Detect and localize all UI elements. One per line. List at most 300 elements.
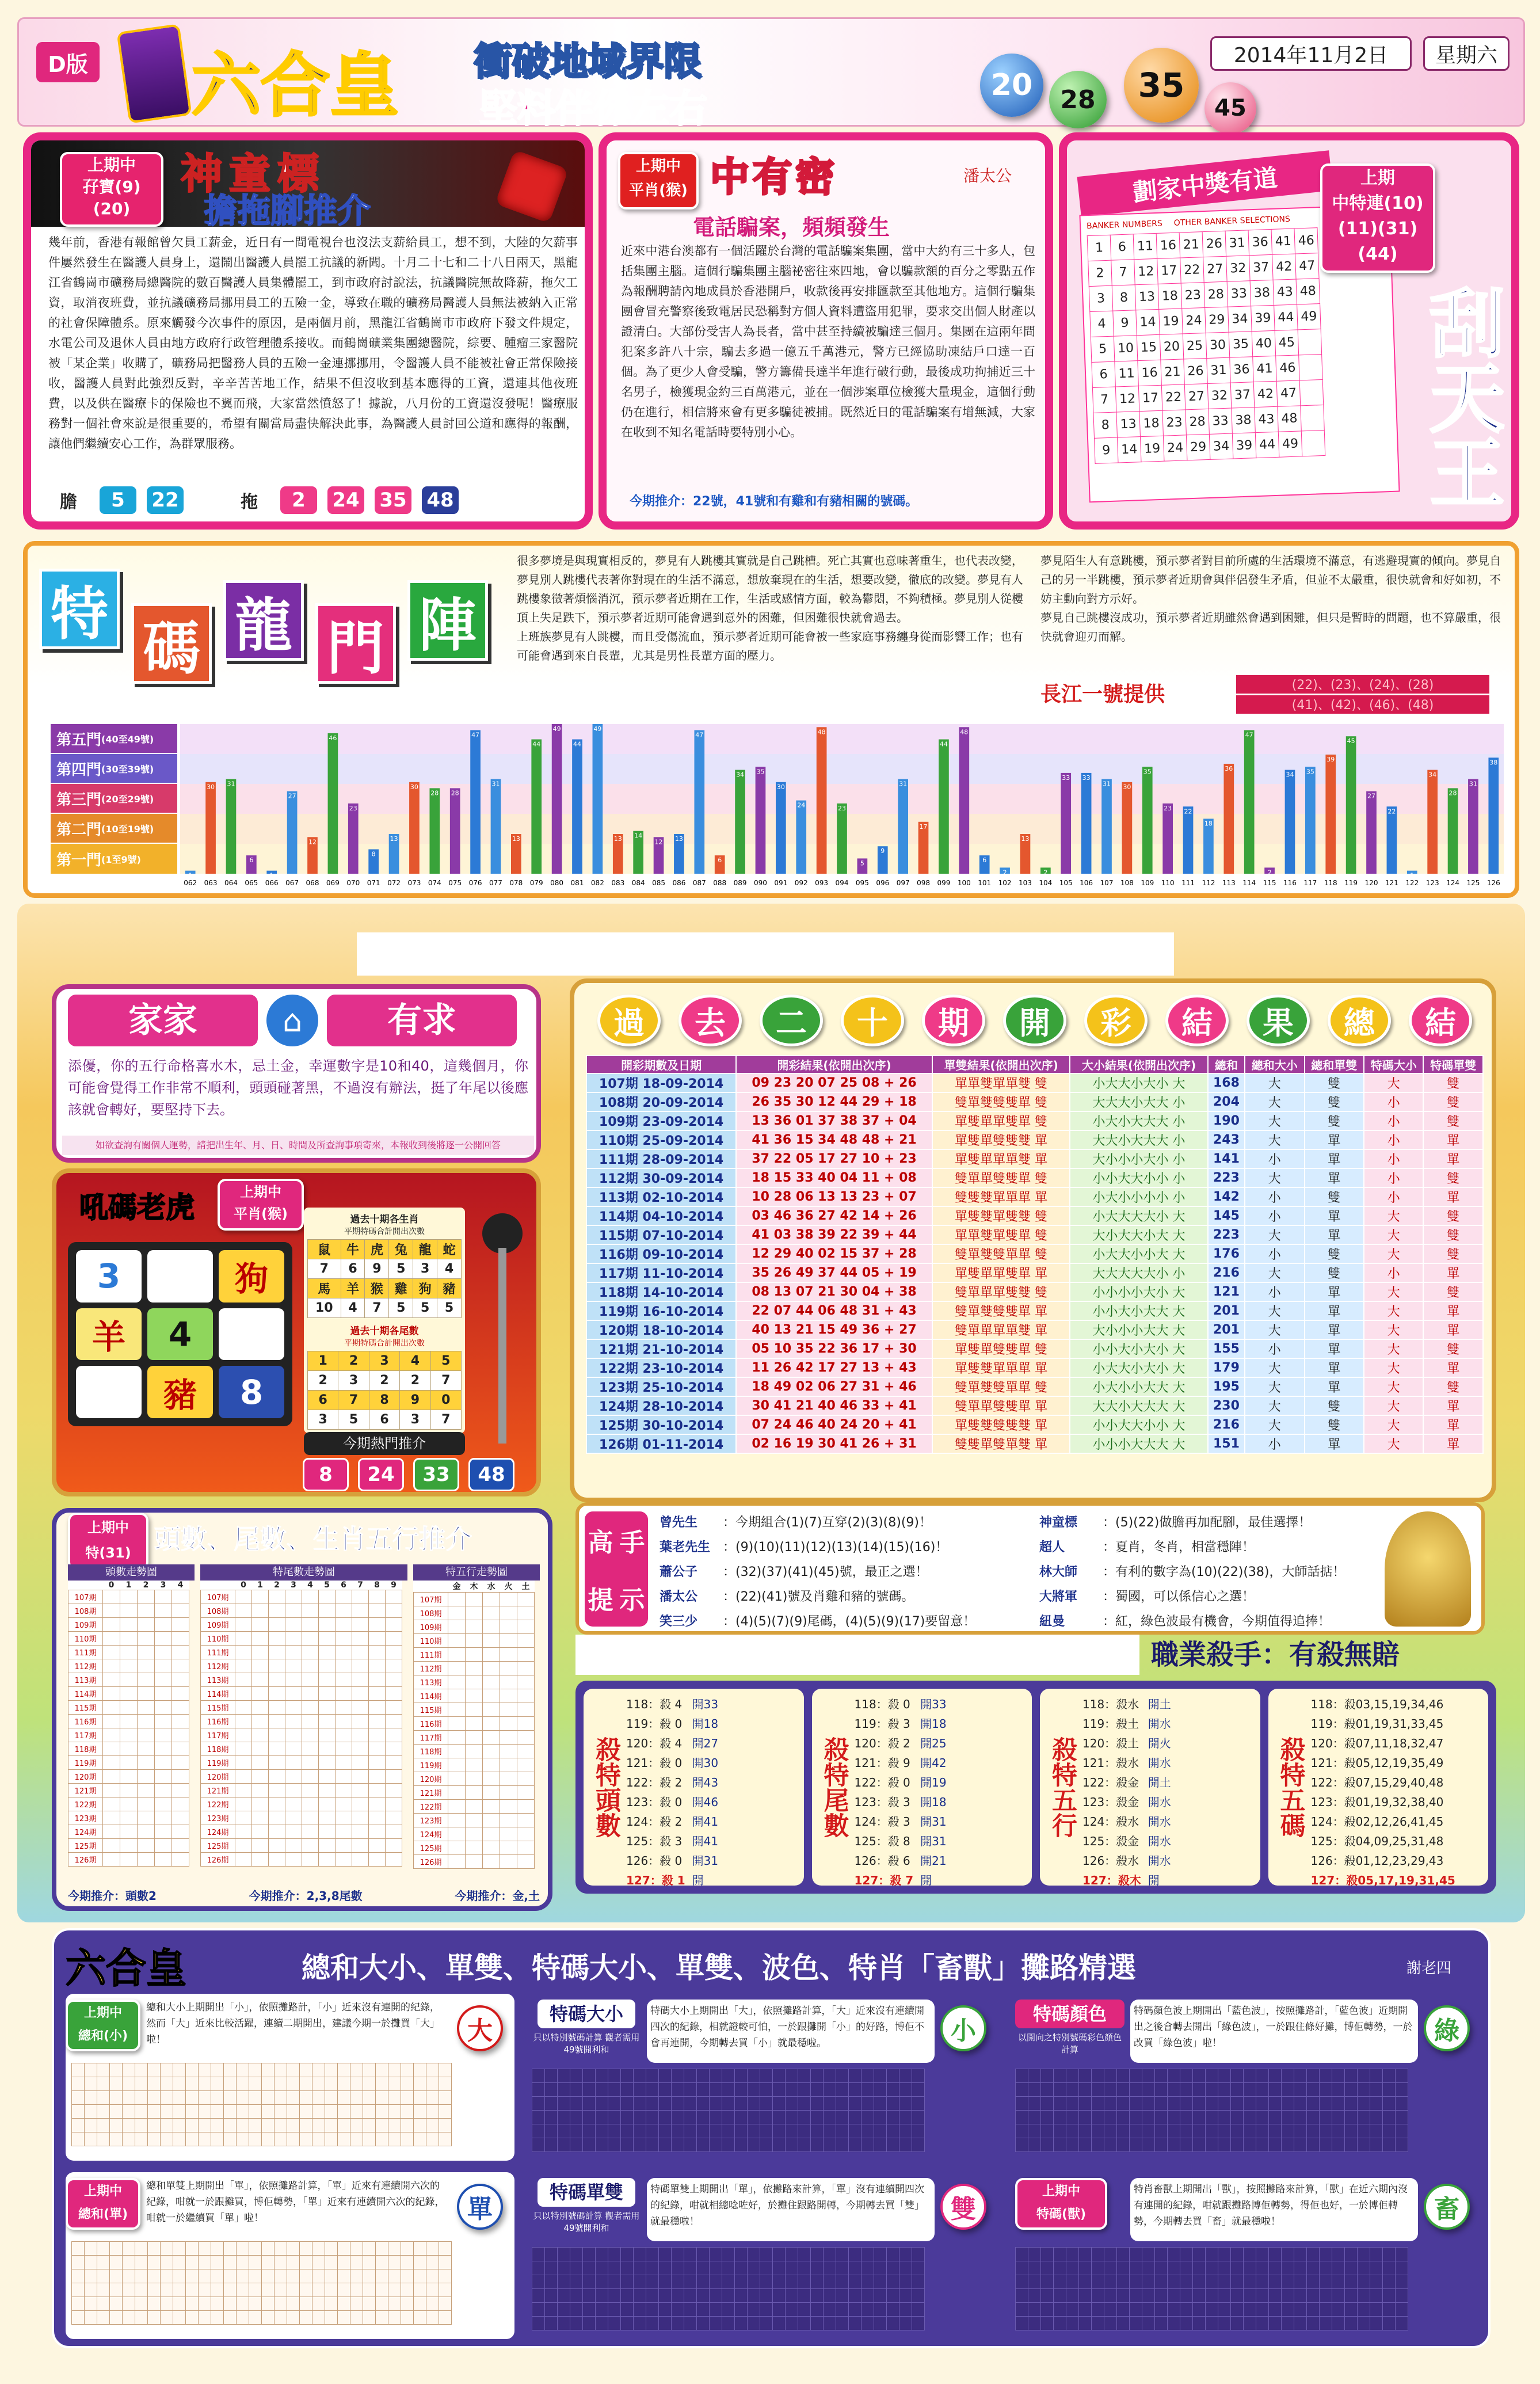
grid-cell xyxy=(103,1590,120,1604)
bottom-grid-cell xyxy=(672,2261,684,2275)
bottom-grid-cell xyxy=(199,2132,211,2146)
grid-cell xyxy=(319,1853,336,1867)
gate-bar-value: 39 xyxy=(1326,756,1335,764)
bottom-grid-cell xyxy=(1383,2069,1396,2083)
gate-bar-value: 48 xyxy=(960,728,969,736)
grid-row xyxy=(414,1855,535,1869)
bottom-grid-cell xyxy=(1294,2261,1307,2275)
result-big-small: 大小大大小大 大 xyxy=(1070,1225,1207,1244)
ticket-cell: 37 xyxy=(1249,254,1274,280)
bottom-grid-cell xyxy=(532,2124,545,2138)
bottom-grid-cell xyxy=(224,2283,237,2297)
bottom-grid-cell xyxy=(760,2124,773,2138)
bottom-grid-cell xyxy=(97,2119,110,2132)
bottom-grid-cell xyxy=(1244,2083,1256,2097)
grid-period: 110期 xyxy=(201,1632,235,1646)
tail-cell: 4 xyxy=(400,1351,430,1371)
grid-col-header: 0 xyxy=(103,1581,120,1590)
result-special-odd: 雙 xyxy=(1423,1111,1483,1130)
killer-kill: 124：殺 3 xyxy=(854,1814,910,1829)
bottom-grid-cell xyxy=(110,2256,123,2269)
bottom-grid-cell xyxy=(1206,2083,1218,2097)
bottom-grid-cell xyxy=(811,2289,824,2303)
ticket-cell xyxy=(1299,379,1324,405)
bottom-grid-cell xyxy=(659,2289,672,2303)
grid-cell xyxy=(285,1701,302,1715)
bottom-grid-cell xyxy=(1130,2097,1142,2111)
bottom-grid-cell xyxy=(621,2289,634,2303)
ticket-cell: 43 xyxy=(1255,406,1279,432)
bottom-grid-cell xyxy=(1142,2261,1155,2275)
bottom-grid-cell xyxy=(1358,2083,1370,2097)
grid-cell xyxy=(517,1855,535,1869)
bottom-grid-cell xyxy=(558,2083,570,2097)
killer-kill: 124：殺水 xyxy=(1082,1814,1139,1829)
grid-row xyxy=(414,1841,535,1855)
grid-col-header: 金 xyxy=(448,1581,466,1593)
bottom-grid-cell xyxy=(836,2138,849,2152)
special-color-sub: 以開向之特別號碼彩色顏色計算 xyxy=(1017,2032,1122,2055)
blank-strip xyxy=(357,932,1174,976)
bottom-grid-cell xyxy=(583,2069,596,2083)
bottom-grid-cell xyxy=(173,2297,186,2311)
header-band xyxy=(17,17,1525,131)
bottom-grid-cell xyxy=(1117,2124,1130,2138)
grid-cell xyxy=(369,1618,386,1632)
bottom-grid-cell xyxy=(312,2063,325,2077)
results-row xyxy=(586,1301,1483,1320)
bottom-grid-cell xyxy=(608,2303,621,2317)
grid-cell xyxy=(235,1646,252,1659)
grid-row xyxy=(201,1811,402,1825)
grid-period: 123期 xyxy=(201,1811,235,1825)
result-special-size: 大 xyxy=(1364,1396,1423,1415)
grid-cell xyxy=(448,1703,466,1717)
grid-cell xyxy=(172,1659,189,1673)
bottom-grid-cell xyxy=(1206,2303,1218,2317)
grid-cell xyxy=(352,1701,369,1715)
killer-kill: 119：殺01,19,31,33,45 xyxy=(1310,1716,1444,1731)
bottom-grid-cell xyxy=(1282,2317,1294,2330)
result-period: 111期 28-09-2014 xyxy=(586,1149,736,1168)
grid-cell xyxy=(319,1618,336,1632)
master-name: 超人 xyxy=(1039,1540,1065,1555)
grid-cell xyxy=(352,1853,369,1867)
ticket-header: BANKER NUMBERS OTHER BANKER SELECTIONS xyxy=(1086,214,1291,231)
bottom-grid-cell xyxy=(1066,2097,1079,2111)
bottom-grid-cell xyxy=(1142,2317,1155,2330)
bottom-grid-cell xyxy=(608,2289,621,2303)
bottom-grid-cell xyxy=(1358,2248,1370,2261)
gate-bar xyxy=(1325,755,1336,874)
ticket-cell: 36 xyxy=(1230,357,1254,383)
grid-row xyxy=(68,1715,189,1728)
bottom-grid-cell xyxy=(1332,2138,1345,2152)
bottom-grid-cell xyxy=(401,2105,414,2119)
tail-cell: 3 xyxy=(308,1410,338,1430)
killer-kill: 119：殺土 xyxy=(1082,1716,1139,1731)
bottom-grid-cell xyxy=(300,2283,312,2297)
bottom-grid-cell xyxy=(85,2119,97,2132)
bottom-grid-cell xyxy=(161,2132,173,2146)
grid-cell xyxy=(172,1742,189,1756)
special-animal-ball: 畜 xyxy=(1424,2184,1470,2230)
grid-cell xyxy=(155,1728,172,1742)
zodiac-row xyxy=(308,1259,462,1279)
bottom-grid-cell xyxy=(1206,2097,1218,2111)
result-numbers: 05 10 35 22 36 17 + 30 xyxy=(736,1339,932,1358)
bottom-grid-cell xyxy=(262,2132,275,2146)
bottom-grid-row xyxy=(1016,2261,1408,2275)
killer-row xyxy=(1079,1772,1175,1791)
bottom-grid-cell xyxy=(748,2261,760,2275)
bottom-grid-cell xyxy=(760,2303,773,2317)
grid-cell xyxy=(120,1632,138,1646)
result-odd-even: 雙雙雙單單單 單 xyxy=(932,1187,1070,1206)
bottom-grid-cell xyxy=(1307,2083,1320,2097)
bottom-grid-cell xyxy=(401,2283,414,2297)
bottom-grid-cell xyxy=(862,2275,874,2289)
bottom-grid-cell xyxy=(697,2275,710,2289)
killer-kill: 126：殺 0 xyxy=(626,1853,683,1868)
gate-bar xyxy=(552,724,562,874)
bottom-grid-cell xyxy=(363,2063,376,2077)
bottom-title: 總和大小、單雙、特碼大小、單雙、波色、特肖「畜獸」攤路精選 xyxy=(302,1951,1136,1985)
grid-period: 108期 xyxy=(414,1606,448,1620)
bottom-grid-cell xyxy=(646,2303,659,2317)
result-period: 119期 16-10-2014 xyxy=(586,1301,736,1320)
bottom-grid-cell xyxy=(350,2063,363,2077)
bottom-grid-cell xyxy=(350,2269,363,2283)
bottom-grid-cell xyxy=(1066,2248,1079,2261)
grid-cell xyxy=(235,1687,252,1701)
gate-bar-value: 13 xyxy=(390,835,398,843)
bottom-grid-cell xyxy=(186,2242,199,2256)
bottom-grid-cell xyxy=(426,2105,439,2119)
bottom-grid-cell xyxy=(1117,2303,1130,2317)
tiger-title: 吼碼老虎 xyxy=(79,1191,195,1224)
grid-col-header: 1 xyxy=(252,1581,269,1590)
bottom-grid-cell xyxy=(811,2138,824,2152)
gate-category-label: 107 xyxy=(1100,879,1114,887)
bottom-grid-cell xyxy=(836,2303,849,2317)
ticket-cell: 13 xyxy=(1135,284,1159,310)
bottom-grid-cell xyxy=(1066,2111,1079,2124)
grid-cell xyxy=(352,1715,369,1728)
gate-bar-value: 30 xyxy=(207,783,215,791)
masters-right xyxy=(1039,1510,1373,1634)
bottom-grid-cell xyxy=(1193,2138,1206,2152)
tianwang-title: 刮天王 xyxy=(1417,284,1505,509)
results-row xyxy=(586,1415,1483,1434)
bottom-grid-cell xyxy=(1396,2248,1408,2261)
bottom-grid-cell xyxy=(1193,2111,1206,2124)
grid-cell xyxy=(235,1659,252,1673)
bottom-grid-cell xyxy=(824,2069,836,2083)
gate-category-label: 119 xyxy=(1344,879,1358,887)
grid-cell xyxy=(483,1745,500,1758)
ticket-cell: 26 xyxy=(1184,359,1208,384)
bottom-grid-cell xyxy=(1332,2124,1345,2138)
grid-cell xyxy=(302,1618,319,1632)
gate-category-label: 111 xyxy=(1181,879,1195,887)
bottom-grid-cell xyxy=(1041,2303,1054,2317)
killer-label: 殺特五碼 xyxy=(1275,1736,1305,1838)
master-text: ：夏肖，冬肖，相當穩陣！ xyxy=(1103,1540,1255,1555)
bottom-grid-cell xyxy=(237,2311,249,2325)
result-period: 126期 01-11-2014 xyxy=(586,1434,736,1453)
bottom-grid-cell xyxy=(363,2132,376,2146)
grid-cell xyxy=(103,1728,120,1742)
grid-cell xyxy=(138,1797,155,1811)
grid-col-header: 土 xyxy=(517,1581,535,1593)
bottom-grid-cell xyxy=(1066,2317,1079,2330)
bottom-grid-cell xyxy=(836,2083,849,2097)
results-title-char: 結 xyxy=(1165,995,1229,1046)
grid-cell xyxy=(120,1853,138,1867)
grid-header xyxy=(414,1581,535,1593)
bottom-grid-cell xyxy=(1332,2097,1345,2111)
bottom-grid-cell xyxy=(710,2083,722,2097)
bottom-grid-cell xyxy=(224,2091,237,2105)
ticket-grid xyxy=(1087,227,1326,464)
dragon-title-char: 門 xyxy=(315,603,396,684)
grid-cell xyxy=(319,1604,336,1618)
bottom-grid-cell xyxy=(760,2317,773,2330)
dan-number: 22 xyxy=(145,485,185,516)
bottom-grid-cell xyxy=(811,2083,824,2097)
bottom-grid-cell xyxy=(710,2248,722,2261)
ticket-cell: 45 xyxy=(1275,330,1299,356)
ticket-cell: 39 xyxy=(1232,433,1256,459)
bottom-grid-cell xyxy=(570,2317,583,2330)
tiger-footer: 今期熱門推介 xyxy=(304,1432,465,1455)
grid-cell xyxy=(336,1687,352,1701)
grid-cell xyxy=(172,1770,189,1784)
bottom-grid-cell xyxy=(211,2077,224,2091)
grid-col-header: 6 xyxy=(336,1581,352,1590)
bottom-grid-cell xyxy=(760,2069,773,2083)
bottom-grid-cell xyxy=(1206,2275,1218,2289)
zodiac-cell: 5 xyxy=(389,1298,413,1318)
bottom-grid-cell xyxy=(710,2124,722,2138)
grid-cell xyxy=(448,1814,466,1827)
ticket-cell: 49 xyxy=(1297,304,1321,330)
tuo-label: 拖 xyxy=(223,488,275,513)
bottom-grid-cell xyxy=(646,2248,659,2261)
bottom-grid-cell xyxy=(722,2138,735,2152)
bottom-grid-cell xyxy=(710,2138,722,2152)
bottom-grid-cell xyxy=(621,2248,634,2261)
master-name: 紐曼 xyxy=(1039,1614,1065,1629)
gate-bar xyxy=(348,803,359,874)
bottom-grid-cell xyxy=(224,2063,237,2077)
bottom-grid-cell xyxy=(634,2069,646,2083)
bottom-grid-cell xyxy=(350,2256,363,2269)
bottom-grid-cell xyxy=(85,2311,97,2325)
grid-cell xyxy=(319,1770,336,1784)
killer-kill: 122：殺07,15,29,40,48 xyxy=(1310,1775,1444,1789)
grid-cell xyxy=(369,1839,386,1853)
killer-open: 開18 xyxy=(920,1716,947,1731)
grid-cell xyxy=(269,1839,285,1853)
grid-period: 114期 xyxy=(68,1687,103,1701)
reel-symbol: 8 xyxy=(219,1366,284,1418)
bottom-grid-cell xyxy=(237,2297,249,2311)
grid-cell xyxy=(500,1855,517,1869)
gate-bar-value: 47 xyxy=(695,731,704,739)
bottom-grid-cell xyxy=(401,2256,414,2269)
bottom-grid-cell xyxy=(912,2124,925,2138)
grid-cell xyxy=(103,1673,120,1687)
bottom-grid-cell xyxy=(583,2303,596,2317)
killer-kill: 124：殺02,12,26,41,45 xyxy=(1310,1814,1444,1829)
bottom-grid-cell xyxy=(85,2063,97,2077)
bottom-grid-cell xyxy=(1231,2289,1244,2303)
bottom-grid-cell xyxy=(912,2083,925,2097)
grid-cell xyxy=(302,1604,319,1618)
ticket-cell: 17 xyxy=(1138,385,1162,411)
results-title-char: 彩 xyxy=(1084,995,1148,1046)
grid-cell xyxy=(369,1825,386,1839)
tail-row xyxy=(308,1351,462,1371)
result-special-odd: 單 xyxy=(1423,1396,1483,1415)
gate-row: 第四門 (30至39號) xyxy=(51,754,177,784)
bottom-grid-cell xyxy=(1269,2317,1282,2330)
bottom-grid-cell xyxy=(697,2097,710,2111)
bottom-grid-cell xyxy=(773,2303,786,2317)
result-period: 123期 25-10-2014 xyxy=(586,1377,736,1396)
bottom-grid-cell xyxy=(608,2111,621,2124)
grid-cell xyxy=(285,1632,302,1646)
bottom-grid-cell xyxy=(532,2138,545,2152)
result-period: 118期 14-10-2014 xyxy=(586,1282,736,1301)
grid-row xyxy=(68,1632,189,1646)
bottom-grid-cell xyxy=(325,2311,338,2325)
results-row xyxy=(586,1434,1483,1453)
bottom-grid-cell xyxy=(85,2297,97,2311)
grid-cell xyxy=(138,1590,155,1604)
special-size-text: 特碼大小上期開出「大」，依照攤路計算，「大」近來沒有連續開四次的紀錄，相就證較可怕，一於跟攤開「小」的好路，博佢不會再連開，今期轉去買「小」就最穩啦。 xyxy=(647,2000,935,2063)
bottom-grid-cell xyxy=(697,2083,710,2097)
killer-kill: 118：殺 4 xyxy=(626,1697,683,1711)
result-big-small: 小大大小大小 大 xyxy=(1070,1358,1207,1377)
bottom-grid-cell xyxy=(1320,2317,1332,2330)
grid-cell xyxy=(448,1675,466,1689)
grid-cell xyxy=(172,1853,189,1867)
tiger-pick: 8 xyxy=(303,1458,349,1491)
grid-cell xyxy=(302,1853,319,1867)
bottom-grid-cell xyxy=(1079,2083,1092,2097)
bottom-grid-cell xyxy=(710,2111,722,2124)
bottom-grid-cell xyxy=(1282,2083,1294,2097)
tuo-number: 2 xyxy=(279,485,319,516)
grid-col-header: 3 xyxy=(285,1581,302,1590)
bottom-grid-cell xyxy=(1142,2083,1155,2097)
grid-period: 124期 xyxy=(201,1825,235,1839)
ticket-cell xyxy=(1299,355,1323,380)
grid-cell xyxy=(285,1659,302,1673)
gate-bar-value: 45 xyxy=(1347,737,1355,745)
grid-cell xyxy=(235,1825,252,1839)
killer-row xyxy=(851,1811,950,1830)
ticket-cell: 12 xyxy=(1115,386,1139,412)
bottom-grid-cell xyxy=(224,2297,237,2311)
bottom-grid-cell xyxy=(148,2311,161,2325)
bottom-grid-cell xyxy=(634,2097,646,2111)
bottom-grid-cell xyxy=(1383,2083,1396,2097)
bottom-grid-cell xyxy=(199,2077,211,2091)
bottom-grid-cell xyxy=(1307,2317,1320,2330)
gate-bar-value: 28 xyxy=(1448,789,1457,797)
grid-cell xyxy=(269,1659,285,1673)
killer-row xyxy=(1308,1850,1466,1869)
killer-box xyxy=(1268,1689,1489,1886)
bottom-grid-row xyxy=(72,2311,452,2325)
bottom-grid-cell xyxy=(659,2069,672,2083)
dragon-title-char: 龍 xyxy=(223,580,304,661)
bottom-grid-cell xyxy=(1155,2111,1168,2124)
bottom-grid-cell xyxy=(388,2283,401,2297)
gate-bar xyxy=(531,740,542,874)
gate-bar-value: 23 xyxy=(349,804,357,812)
bottom-grid-cell xyxy=(887,2248,899,2261)
bottom-grid-cell xyxy=(439,2105,452,2119)
grid-cell xyxy=(517,1689,535,1703)
bottom-grid-cell xyxy=(811,2111,824,2124)
master-text: ：(32)(37)(41)(45)號，最正之選！ xyxy=(723,1565,928,1579)
slogan-2: 堅料伴你左右 xyxy=(479,86,707,131)
gate-bar-value: 23 xyxy=(838,804,846,812)
grid-cell xyxy=(269,1853,285,1867)
tail-cell: 2 xyxy=(308,1371,338,1391)
bottom-grid-cell xyxy=(414,2297,426,2311)
bottom-grid-cell xyxy=(1383,2248,1396,2261)
bottom-grid-cell xyxy=(596,2317,608,2330)
bottom-grid-cell xyxy=(811,2069,824,2083)
tiger-pick: 48 xyxy=(468,1458,514,1491)
bottom-grid-cell xyxy=(161,2077,173,2091)
result-sum-size: 大 xyxy=(1245,1358,1304,1377)
killer-open xyxy=(1459,1869,1466,1886)
master-text: ：(22)(41)號及肖雞和豬的號碼。 xyxy=(723,1590,914,1604)
bottom-grid-cell xyxy=(583,2111,596,2124)
grid-period: 116期 xyxy=(414,1717,448,1731)
grid-cell xyxy=(483,1675,500,1689)
gate-category-label: 062 xyxy=(184,879,197,887)
grid-cell xyxy=(235,1756,252,1770)
gate-category-label: 077 xyxy=(489,879,502,887)
grid-cell xyxy=(369,1659,386,1673)
zodiac-cell: 馬 xyxy=(308,1279,341,1298)
bottom-grid-cell xyxy=(262,2311,275,2325)
killer-row xyxy=(1308,1693,1466,1713)
bottom-grid-cell xyxy=(849,2138,862,2152)
ticket-cell: 37 xyxy=(1230,382,1255,408)
bottom-grid-cell xyxy=(1206,2248,1218,2261)
grid-cell xyxy=(269,1673,285,1687)
grid-cell xyxy=(386,1784,402,1797)
bottom-grid-cell xyxy=(97,2311,110,2325)
gate-bar-value: 13 xyxy=(1021,835,1030,843)
reel-symbol: 羊 xyxy=(76,1308,142,1361)
master-name: 潘太公 xyxy=(660,1590,698,1604)
ticket-cell: 4 xyxy=(1090,311,1114,337)
bottom-grid-cell xyxy=(300,2242,312,2256)
bottom-grid-cell xyxy=(634,2317,646,2330)
grid-cell xyxy=(466,1593,483,1606)
killer-kill: 126：殺01,12,23,29,43 xyxy=(1310,1853,1444,1868)
